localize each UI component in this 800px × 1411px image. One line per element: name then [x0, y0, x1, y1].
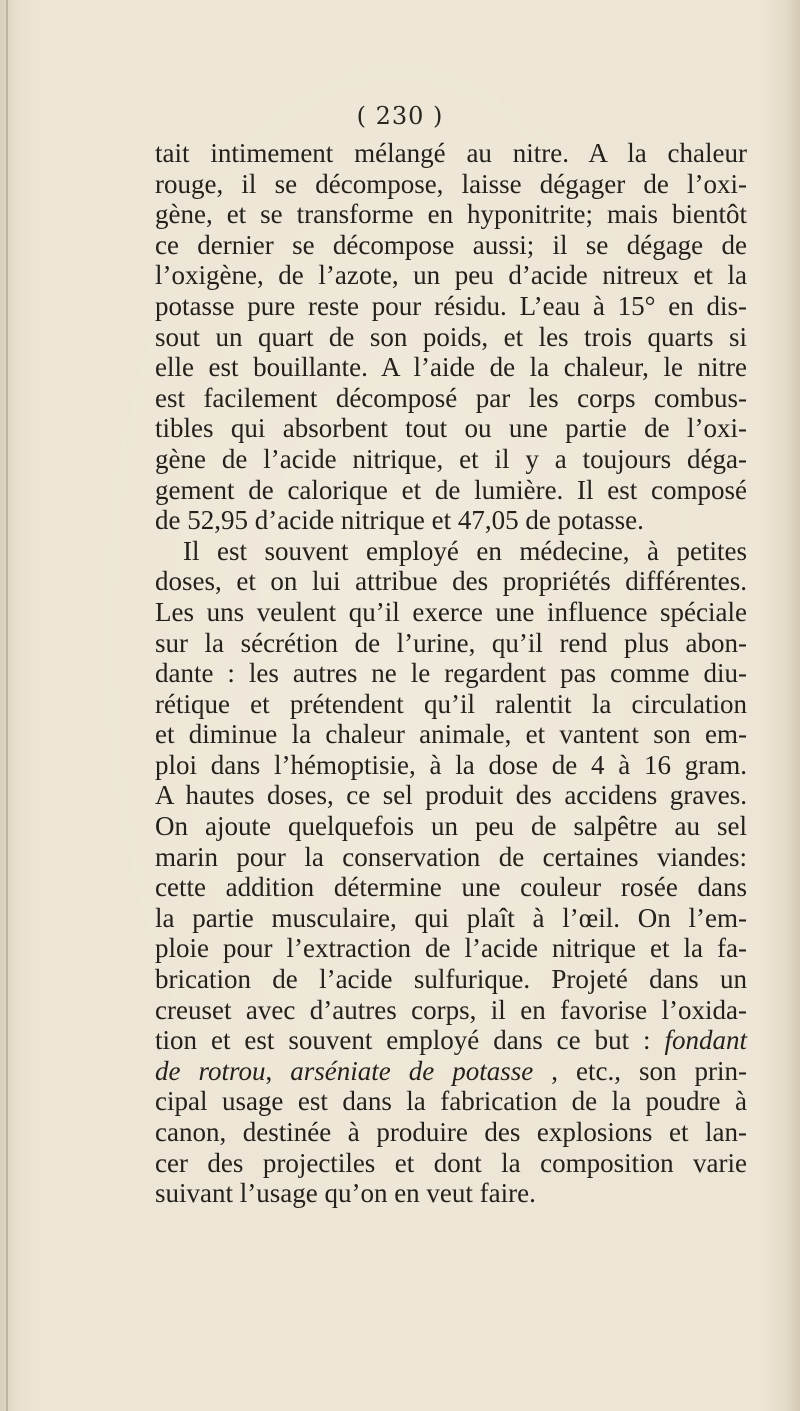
- text-line: et diminue la chaleur animale, et vantent son em-: [155, 719, 747, 750]
- italic-term: arséniate de potasse: [290, 1055, 534, 1086]
- body-text: [155, 138, 747, 1209]
- text-segment: ,: [265, 1055, 291, 1086]
- text-line: ploi dans l’hémoptisie, à la dose de 4 à 16 gram.: [155, 749, 747, 780]
- text-line: [155, 1025, 747, 1056]
- text-line: cette addition détermine une couleur rosée dans: [155, 872, 747, 903]
- text-line: elle est bouillante. A l’aide de la chaleur, le nitre: [155, 352, 747, 383]
- text-line: brication de l’acide sulfurique. Projeté dans un: [155, 964, 747, 995]
- text-line: sout un quart de son poids, et les trois quarts si: [155, 321, 747, 352]
- page-number: ( 230 ): [356, 102, 444, 130]
- text-line: On ajoute quelquefois un peu de salpêtre au sel: [155, 811, 747, 842]
- text-line: est facilement décomposé par les corps combus-: [155, 382, 747, 413]
- text-line: marin pour la conservation de certaines viandes:: [155, 841, 747, 872]
- text-line: tibles qui absorbent tout ou une partie de l’oxi-: [155, 413, 747, 444]
- text-line: creuset avec d’autres corps, il en favorise l’oxida-: [155, 994, 747, 1025]
- text-line: tait intimement mélangé au nitre. A la chaleur: [155, 138, 747, 168]
- text-line: sur la sécrétion de l’urine, qu’il rend plus abon-: [155, 627, 747, 658]
- text-line: cer des projectiles et dont la composition varie: [155, 1147, 747, 1178]
- text-segment: , etc., son prin-: [533, 1055, 747, 1086]
- page-gutter: [6, 0, 8, 1411]
- text-line: la partie musculaire, qui plaît à l’œil. On l’em-: [155, 902, 747, 933]
- text-line: ce dernier se décompose aussi; il se dégage de: [155, 229, 747, 260]
- italic-term: fondant: [664, 1025, 747, 1056]
- text-line: [155, 1056, 747, 1087]
- italic-term: de rotrou: [155, 1055, 266, 1086]
- text-line: gène, et se transforme en hyponitrite; mais bientôt: [155, 199, 747, 230]
- text-line: gène de l’acide nitrique, et il y a toujours déga-: [155, 443, 747, 474]
- text-line: ploie pour l’extraction de l’acide nitrique et la fa-: [155, 933, 747, 964]
- text-line: A hautes doses, ce sel produit des accidens graves.: [155, 780, 747, 811]
- text-line: l’oxigène, de l’azote, un peu d’acide nitreux et la: [155, 260, 747, 291]
- text-line: Les uns veulent qu’il exerce une influence spéciale: [155, 596, 747, 627]
- text-line: cipal usage est dans la fabrication de la poudre à: [155, 1086, 747, 1117]
- text-line: potasse pure reste pour résidu. L’eau à 15° en dis-: [155, 290, 747, 321]
- text-line: dante : les autres ne le regardent pas comme diu-: [155, 658, 747, 689]
- text-line: doses, et on lui attribue des propriétés différentes.: [155, 566, 747, 597]
- text-segment: tion et est souvent employé dans ce but :: [155, 1025, 665, 1056]
- text-line: suivant l’usage qu’on en veut faire.: [155, 1178, 536, 1209]
- text-line: rouge, il se décompose, laisse dégager de l’oxi-: [155, 168, 747, 199]
- text-line: gement de calorique et de lumière. Il est composé: [155, 474, 747, 505]
- paragraph-first-line: Il est souvent employé en médecine, à petites: [183, 535, 747, 566]
- text-line: canon, destinée à produire des explosions et lan-: [155, 1117, 747, 1147]
- text-line: de 52,95 d’acide nitrique et 47,05 de potasse.: [155, 505, 644, 536]
- text-line: rétique et prétendent qu’il ralentit la circulation: [155, 688, 747, 719]
